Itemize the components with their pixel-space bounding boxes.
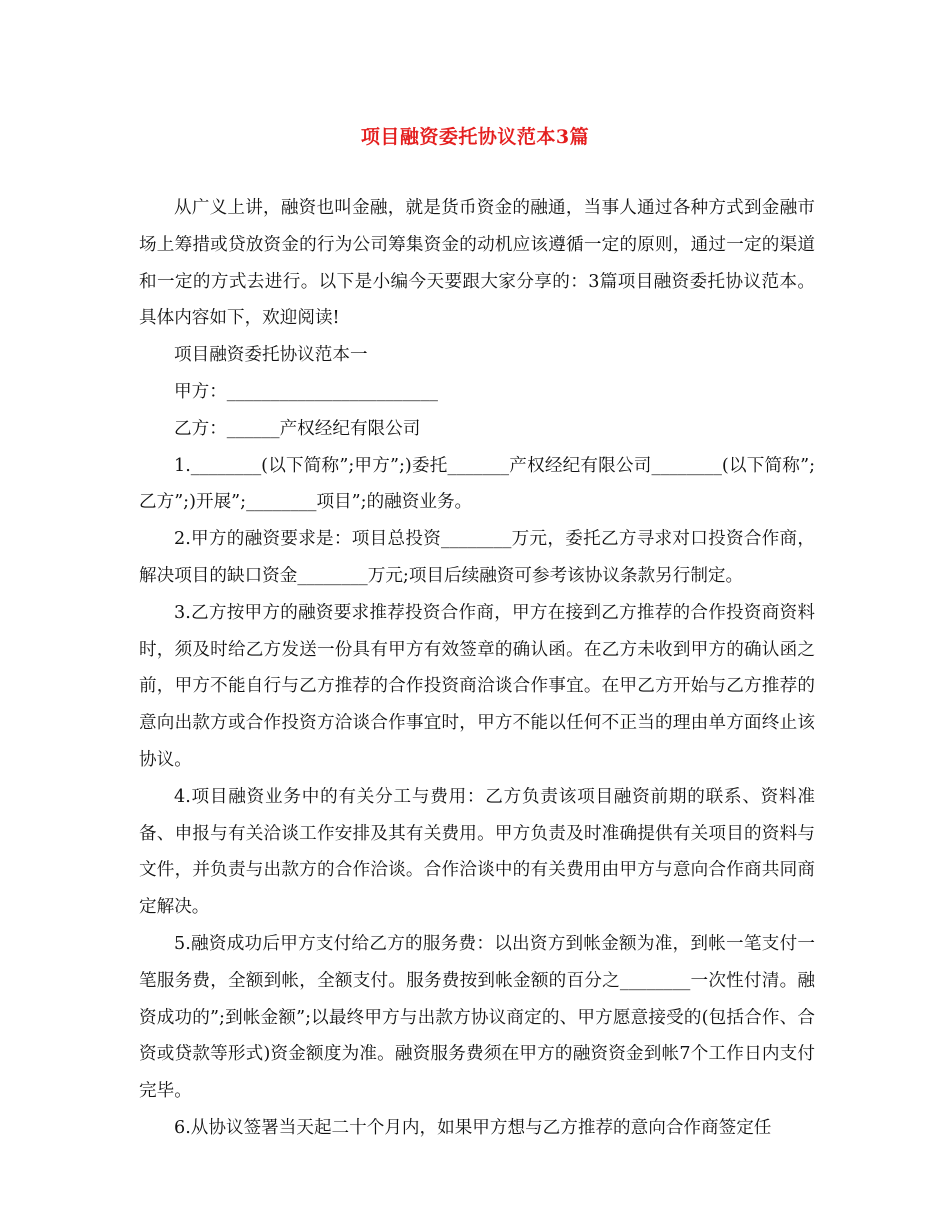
document-title: 项目融资委托协议范本3篇 xyxy=(360,126,590,148)
clause-3: 3.乙方按甲方的融资要求推荐投资合作商，甲方在接到乙方推荐的合作投资商资料时，须及时给乙方发送一份具有甲方有效签章的确认函。在乙方未收到甲方的确认函之前，甲方不能自行与乙方推荐的合作投资商洽谈合作事宜。在甲乙方开始与乙方推荐的意向出款方或合作投资方洽谈合作事宜时，甲方不能以任何不正当的理由单方面终止该协议。 xyxy=(139,602,815,770)
clause-1: 1.________(以下简称”;甲方”;)委托_______产权经纪有限公司________(以下简称”;乙方”;)开展”;________项目”;的融资业务。 xyxy=(139,455,815,513)
clause-5: 5.融资成功后甲方支付给乙方的服务费：以出资方到帐金额为准，到帐一笔支付一笔服务费，全额到帐，全额支付。服务费按到帐金额的百分之________一次性付清。融资成功的”;到帐金额”;以最终甲方与出款方协议商定的、甲方愿意接受的(包括合作、合资或贷款等形式)资金额度为准。融资服务费须在甲方的融资资金到帐7个工作日内支付完毕。 xyxy=(139,933,815,1102)
intro-paragraph: 从广义上讲，融资也叫金融，就是货币资金的融通，当事人通过各种方式到金融市场上筹措或贷放资金的行为公司筹集资金的动机应该遵循一定的原则，通过一定的渠道和一定的方式去进行。以下是小编今天要跟大家分享的：3篇项目融资委托协议范本。具体内容如下，欢迎阅读! xyxy=(139,198,815,329)
document-body xyxy=(139,190,815,1147)
clause-2: 2.甲方的融资要求是：项目总投资________万元，委托乙方寻求对口投资合作商，解决项目的缺口资金________万元;项目后续融资可参考该协议条款另行制定。 xyxy=(139,529,815,586)
section-heading: 项目融资委托协议范本一 xyxy=(174,345,368,366)
clause-4: 4.项目融资业务中的有关分工与费用：乙方负责该项目融资前期的联系、资料准备、申报与有关洽谈工作安排及其有关费用。甲方负责及时准确提供有关项目的资料与文件，并负责与出款方的合作洽谈。合作洽谈中的有关费用由甲方与意向合作商共同商定解决。 xyxy=(139,786,815,918)
clause-6: 6.从协议签署当天起二十个月内，如果甲方想与乙方推荐的意向合作商签定任 xyxy=(174,1117,772,1138)
party-a-line: 甲方：________________________ xyxy=(174,381,438,402)
party-b-line: 乙方：______产权经纪有限公司 xyxy=(174,418,421,439)
